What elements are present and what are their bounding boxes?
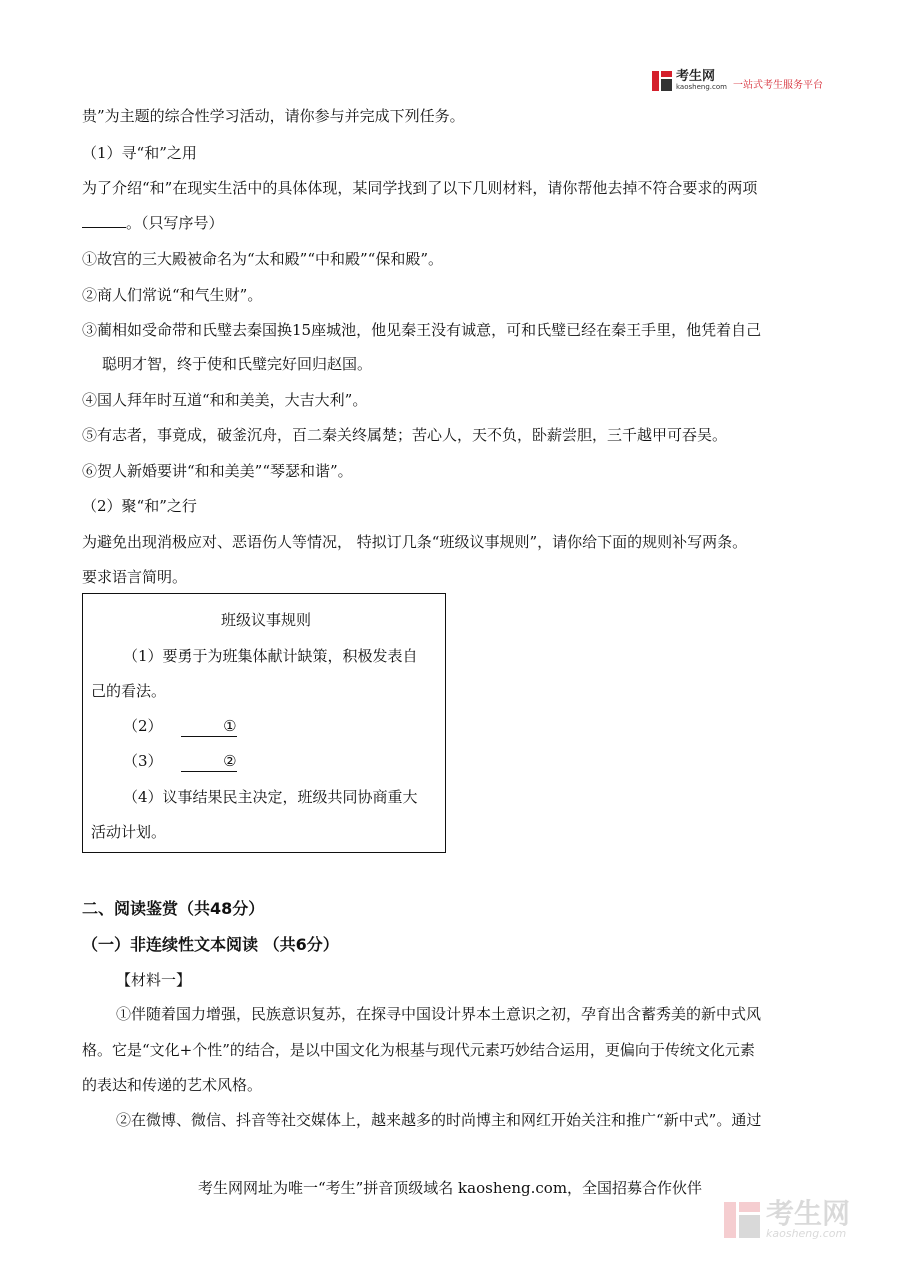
paragraph-line: 格。它是“文化+个性”的结合，是以中国文化为根基与现代元素巧妙结合运用，更偏向于传统文化元素 (82, 1041, 755, 1059)
material-item: ②商人们常说“和气生财”。 (82, 286, 263, 304)
rule-item-blank-1 (123, 716, 237, 737)
answer-hint: 。（只写序号） (126, 214, 224, 232)
text-line: 要求语言简明。 (82, 568, 188, 586)
task-1-heading: （1）寻“和”之用 (82, 144, 197, 162)
text-line: 为避免出现消极应对、恶语伤人等情况， 特拟订几条“班级议事规则”，请你给下面的规则补写两条。 (82, 533, 748, 551)
watermark-logo-icon (724, 1202, 760, 1238)
text-line: 为了介绍“和”在现实生活中的具体体现，某同学找到了以下几则材料，请你帮他去掉不符合要求的两项 (82, 179, 758, 197)
rule-blank-1: ① (181, 716, 237, 737)
rule-item: （4）议事结果民主决定，班级共同协商重大 (123, 788, 418, 806)
watermark (724, 1197, 851, 1240)
rule-item-cont: 活动计划。 (91, 823, 167, 841)
material-item-cont: 聪明才智，终于使和氏璧完好回归赵国。 (102, 355, 373, 373)
rule-item-blank-2 (123, 751, 237, 772)
material-item: ③蔺相如受命带和氏璧去秦国换15座城池，他见秦王没有诚意，可和氏璧已经在秦王手里，他凭着自己 (82, 321, 762, 339)
rule-number: （3） (123, 752, 163, 770)
class-rules-box (82, 593, 446, 853)
paragraph-line: ②在微博、微信、抖音等社交媒体上，越来越多的时尚博主和网红开始关注和推广“新中式”。通过 (116, 1111, 762, 1129)
watermark-name: 考生网 (766, 1197, 851, 1230)
answer-blank (82, 213, 126, 228)
subsection-heading: （一）非连续性文本阅读 （共6分） (82, 935, 339, 954)
answer-line (82, 213, 224, 233)
material-item: ⑥贺人新婚要讲“和和美美”“琴瑟和谐”。 (82, 462, 353, 480)
material-item: ④国人拜年时互道“和和美美，大吉大利”。 (82, 391, 368, 409)
logo-domain: kaosheng.com (676, 83, 727, 91)
material-item: ⑤有志者，事竟成，破釜沉舟，百二秦关终属楚；苦心人，天不负，卧薪尝胆，三千越甲可吞吴。 (82, 426, 728, 444)
logo-name: 考生网 (676, 69, 716, 84)
page-footer: 考生网网址为唯一“考生”拼音顶级域名 kaosheng.com，全国招募合作伙伴 (197, 1179, 703, 1197)
header-slogan: 一站式考生服务平台 (732, 80, 823, 91)
rule-item: （1）要勇于为班集体献计缺策，积极发表自 (123, 647, 418, 665)
brand-logo-icon (652, 71, 672, 91)
paragraph-line: ①伴随着国力增强，民族意识复苏，在探寻中国设计界本土意识之初，孕育出含蓄秀美的新中式风 (116, 1005, 762, 1023)
material-label: 【材料一】 (116, 971, 192, 989)
task-2-heading: （2）聚“和”之行 (82, 497, 197, 515)
rules-title: 班级议事规则 (221, 611, 312, 629)
rule-item-cont: 己的看法。 (91, 682, 167, 700)
rule-number: （2） (123, 717, 163, 735)
text-line: 贵”为主题的综合性学习活动，请你参与并完成下列任务。 (82, 107, 465, 125)
paragraph-line: 的表达和传递的艺术风格。 (82, 1076, 263, 1094)
watermark-domain: kaosheng.com (766, 1227, 847, 1240)
section-heading: 二、阅读鉴赏（共48分） (82, 899, 265, 918)
rule-blank-2: ② (181, 751, 237, 772)
header-logo (652, 70, 823, 91)
material-item: ①故宫的三大殿被命名为“太和殿”“中和殿”“保和殿”。 (82, 250, 444, 268)
